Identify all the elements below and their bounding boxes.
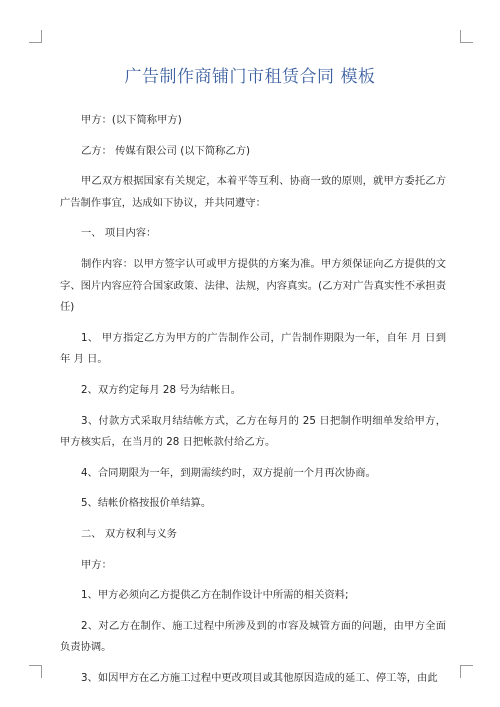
document-title: 广告制作商铺门市租赁合同 模板 <box>124 67 376 87</box>
production-content-paragraph: 制作内容：以甲方签字认可或甲方提供的方案为准。甲方须保证向乙方提供的文字、图片内容应符合国家政策、法律、法规，内容真实。(乙方对广告真实性不承担责任) <box>60 257 446 314</box>
clause-1: 1、 甲方指定乙方为甲方的广告制作公司，广告制作期限为一年，自年 月 日到年 月 日。 <box>60 331 446 366</box>
document-body <box>60 110 446 698</box>
section-heading-rights: 二、 双方权利与义务 <box>81 527 177 540</box>
crop-mark-bottom-right <box>460 665 473 678</box>
clause-5: 5、结帐价格按报价单结算。 <box>81 497 212 510</box>
clause-3: 3、付款方式采取月结结帐方式，乙方在每月的 25 日把制作明细单发给甲方，甲方核实后，在当月的 28 日把帐款付给乙方。 <box>60 414 446 449</box>
party-a-duty-2: 2、对乙方在制作、施工过程中所涉及到的市容及城管方面的问题，由甲方全面负责协调。 <box>60 619 446 654</box>
party-a-label: 甲方： <box>81 558 112 571</box>
section-heading-project: 一、 项目内容： <box>81 227 157 240</box>
crop-mark-bottom-left <box>29 665 42 678</box>
crop-mark-top-right <box>460 30 473 43</box>
party-a-duty-1: 1、甲方必须向乙方提供乙方在制作设计中所需的相关资料; <box>81 589 349 602</box>
party-b-line: 乙方： 传媒有限公司 (以下简称乙方) <box>81 144 251 157</box>
clause-2: 2、双方约定每月 28 号为结帐日。 <box>81 383 242 396</box>
clause-4: 4、合同期限为一年，到期需续约时，双方提前一个月再次协商。 <box>81 466 376 479</box>
party-a-duty-3: 3、如因甲方在乙方施工过程中更改项目或其他原因造成的延工、停工等，由此 <box>81 671 438 684</box>
crop-mark-top-left <box>29 30 42 43</box>
party-a-line: 甲方：(以下简称甲方) <box>81 114 182 126</box>
preamble-paragraph: 甲乙双方根据国家有关规定，本着平等互利、协商一致的原则，就甲方委托乙方广告制作事宜，达成如下协议，并共同遵守： <box>60 175 446 209</box>
